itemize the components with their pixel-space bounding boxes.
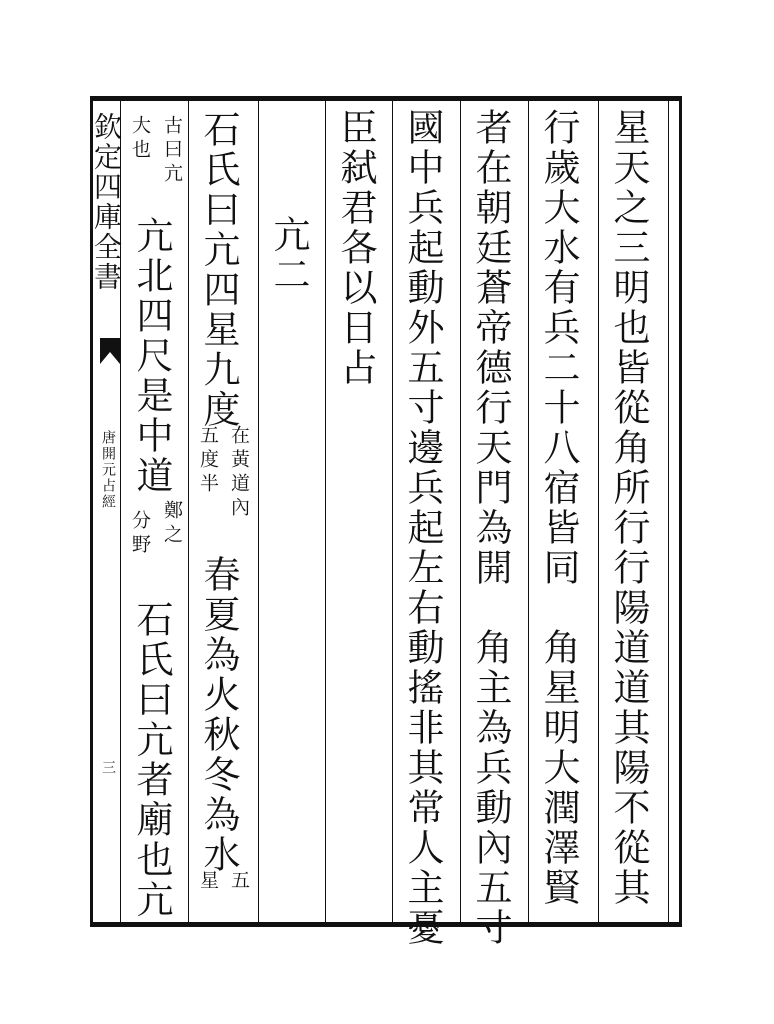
column-rule	[528, 100, 529, 922]
annotation-right: 鄭之	[161, 500, 183, 548]
text-column-5: 臣弑君各以日占	[334, 108, 377, 388]
text-column-8-continued: 石氏曰亢者廟也亢	[130, 600, 173, 920]
column-rule	[598, 100, 599, 922]
text-column-3: 者在朝廷蒼帝德行天門為開 角主為兵動內五寸	[469, 108, 512, 948]
column-rule	[392, 100, 393, 922]
column-rule	[460, 100, 461, 922]
frame-bottom-border	[90, 922, 682, 927]
section-heading: 亢二	[267, 215, 310, 295]
annotation-left: 五度半	[197, 425, 219, 497]
annotation-left: 星	[197, 870, 219, 894]
text-column-4: 國中兵起動外五寸邊兵起左右動搖非其常人主憂	[401, 108, 444, 948]
annotation-right: 古曰亢	[161, 115, 183, 187]
text-column-1: 星天之三明也皆從角所行行陽道道其陽不從其	[607, 108, 650, 908]
column-rule	[325, 100, 326, 922]
fishtail-mark-icon	[100, 338, 120, 364]
column-rule	[258, 100, 259, 922]
chapter-title: 唐開元占經	[100, 430, 116, 510]
annotation-right: 在黃道內	[228, 425, 250, 521]
column-rule	[188, 100, 189, 922]
text-column-8-main: 亢北四尺是中道	[130, 216, 173, 496]
annotation-left: 分野	[129, 510, 151, 558]
text-column-7-main: 石氏曰亢四星九度	[197, 110, 240, 430]
frame-top-border	[90, 96, 682, 101]
frame-right-inner-border	[668, 96, 669, 927]
frame-right-border	[679, 96, 682, 927]
text-column-7-continued: 春夏為火秋冬為水	[197, 555, 240, 875]
text-column-2: 行歲大水有兵二十八宿皆同 角星明大潤澤賢	[537, 108, 580, 908]
page-number: 三	[100, 760, 116, 776]
annotation-left: 大也	[129, 115, 151, 163]
annotation-right: 五	[228, 870, 250, 894]
book-title: 欽定四庫全書	[90, 112, 123, 292]
